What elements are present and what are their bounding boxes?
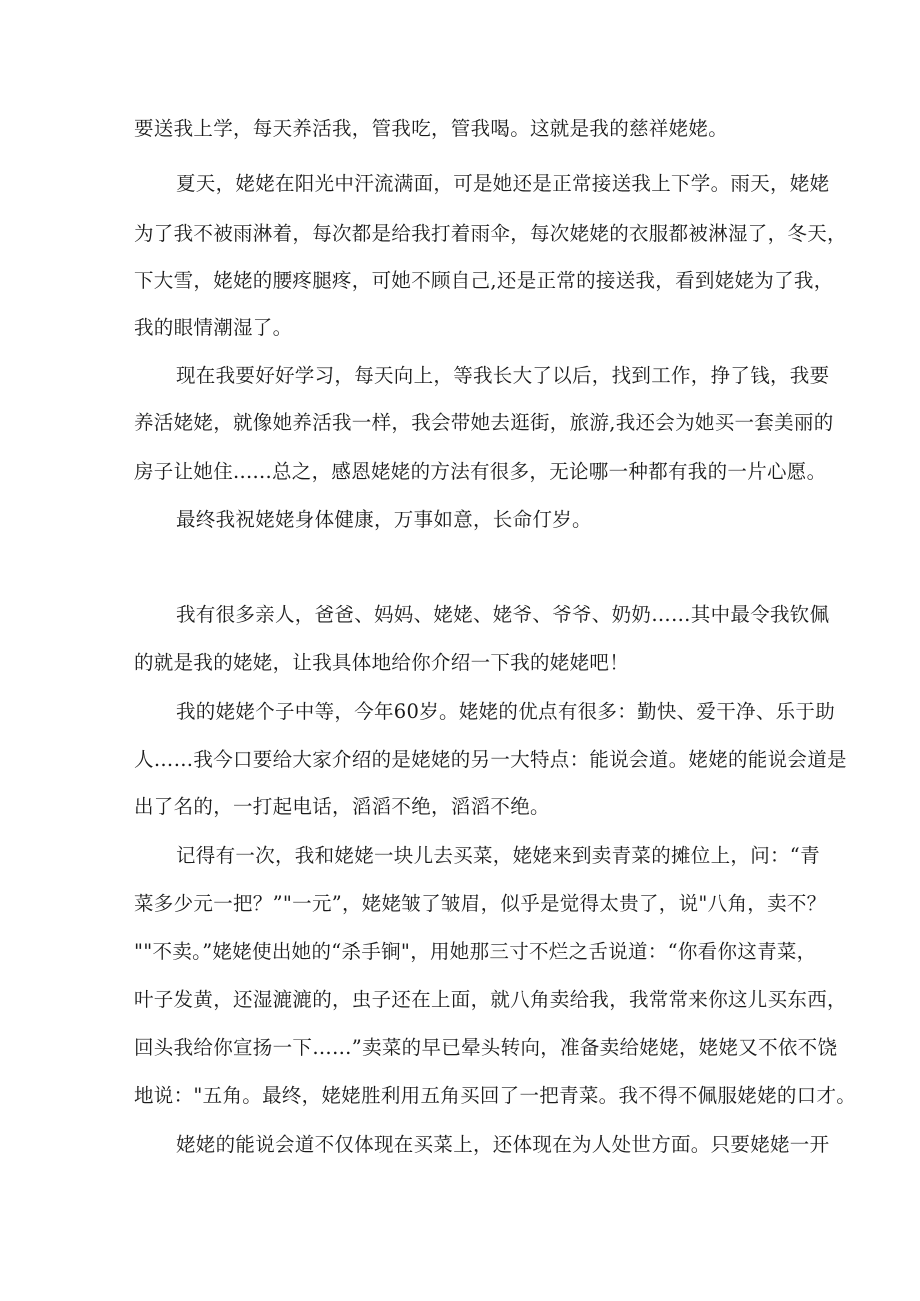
text-line: 最终我祝姥姥身体健康，万事如意，长命仃岁。 — [176, 508, 592, 531]
text-line: 菜多少元一把？”"一元”，姥姥皱了皱眉，似乎是觉得太贵了，说"八角，卖不？ — [134, 892, 827, 915]
text-line: 夏天，姥姥在阳光中汗流满面，可是她还是正常接送我上下学。雨天，姥姥 — [176, 172, 830, 195]
text-line: 人……我今口要给大家介绍的是姥姥的另一大特点：能说会道。姥姥的能说会道是 — [134, 748, 847, 771]
text-line: 我的眼情潮湿了。 — [134, 316, 293, 339]
text-line: 我的姥姥个子中等，今年60岁。姥姥的优点有很多：勤快、爱干净、乐于助 — [176, 700, 836, 723]
text-line: 姥姥的能说会道不仅体现在买菜上，还体现在为人处世方面。只要姥姥一开 — [176, 1133, 830, 1156]
text-line: 下大雪，姥姥的腰疼腿疼，可她不顾自己,还是正常的接送我，看到姥姥为了我， — [134, 269, 834, 292]
text-line: 叶子发黄，还湿漉漉的，虫子还在上面，就八角卖给我，我常常来你这儿买东西， — [134, 988, 847, 1011]
text-line: 现在我要好好学习，每天向上，等我长大了以后，找到工作，挣了钱，我要 — [176, 364, 830, 387]
text-line: 的就是我的姥姥，让我具体地给你介绍一下我的姥姥吧！ — [134, 651, 630, 674]
text-line: 出了名的，一打起电话，滔滔不绝，滔滔不绝。 — [134, 795, 550, 818]
text-line: 记得有一次，我和姥姥一块儿去买菜，姥姥来到卖青菜的摊位上，问：“青 — [176, 844, 820, 867]
text-line: 我有很多亲人，爸爸、妈妈、姥姥、姥爷、爷爷、奶奶……其中最令我钦佩 — [176, 603, 830, 626]
text-line: ""不卖。”姥姥使出她的“杀手锏"，用她那三寸不烂之舌说道：“你看你这青菜， — [134, 940, 817, 963]
text-line: 要送我上学，每天养活我，管我吃，管我喝。这就是我的慈祥姥姥。 — [134, 117, 729, 140]
text-line: 房子让她住......总之，感恩姥姥的方法有很多，无论哪一种都有我的一片心愿。 — [134, 460, 827, 483]
text-line: 养活姥姥，就像她养活我一样，我会带她去逛街，旅游,我还会为她买一套美丽的 — [134, 411, 834, 434]
text-line: 地说："五角。最终，姥姥胜利用五角买回了一把青菜。我不得不佩服姥姥的口才。 — [134, 1084, 857, 1107]
text-line: 回头我给你宣扬一下……”卖菜的早已晕头转向，准备卖给姥姥，姥姥又不依不饶 — [134, 1036, 838, 1059]
text-line: 为了我不被雨淋着，每次都是给我打着雨伞，每次姥姥的衣服都被淋湿了，冬天， — [134, 222, 847, 245]
